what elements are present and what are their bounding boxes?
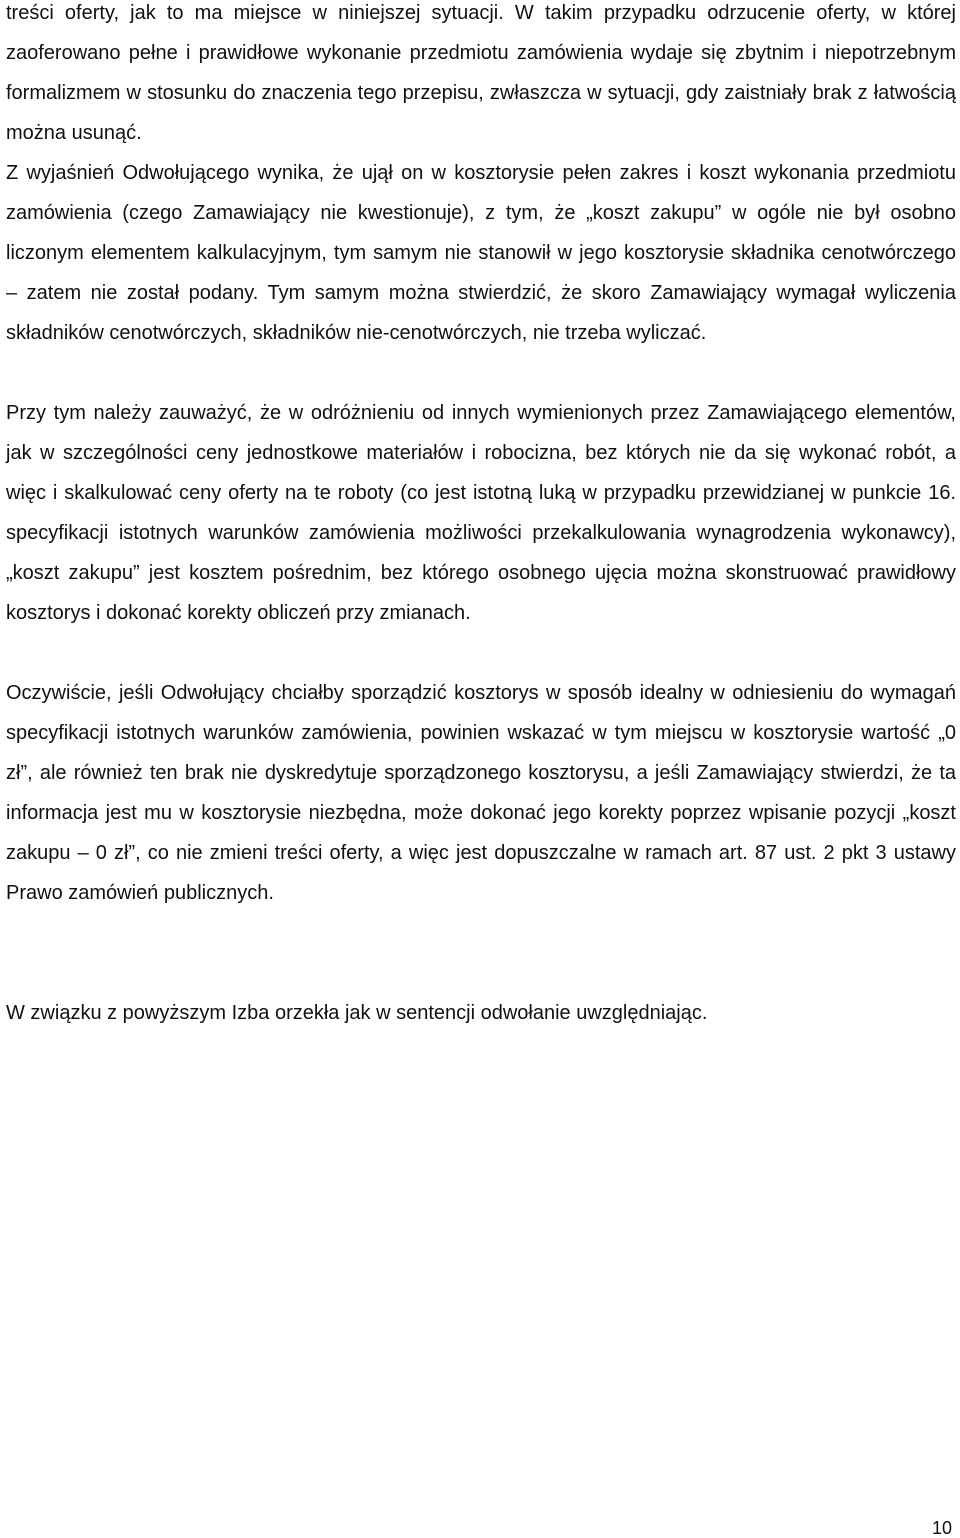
document-page [6,0,956,1537]
paragraph-cost-estimate-correction: Oczywiście, jeśli Odwołujący chciałby sporządzić kosztorys w sposób idealny w odniesieniu do wymagań specyfikacji istotnych warunków zamówienia, powinien wskazać w tym miejscu w kosztorysie wartość „0 zł”, ale również ten brak nie dyskredytuje sporządzonego kosztorysu, a jeśli Zamawiający stwierdzi, że ta informacja jest mu w kosztorysie niezbędna, może dokonać jego korekty poprzez wpisanie pozycji „koszt zakupu – 0 zł”, co nie zmieni treści oferty, a więc jest dopuszczalne w ramach art. 87 ust. 2 pkt 3 ustawy Prawo zamówień publicznych. [6,682,956,904]
paragraph-appellant-explanations: Z wyjaśnień Odwołującego wynika, że ujął on w kosztorysie pełen zakres i koszt wykonania przedmiotu zamówienia (czego Zamawiający nie kwestionuje), z tym, że „koszt zakupu” w ogóle nie był osobno liczonym elementem kalkulacyjnym, tym samym nie stanowił w jego kosztorysie składnika cenotwórczego – zatem nie został podany. Tym samym można stwierdzić, że skoro Zamawiający wymagał wyliczenia składników cenotwórczych, składników nie-cenotwórczych, nie trzeba wyliczać. [6,162,956,344]
paragraph-indirect-cost: Przy tym należy zauważyć, że w odróżnieniu od innych wymienionych przez Zamawiającego elementów, jak w szczególności ceny jednostkowe materiałów i robocizna, bez których nie da się wykonać robót, a więc i skalkulować ceny oferty na te roboty (co jest istotną luką w przypadku przewidzianej w punkcie 16. specyfikacji istotnych warunków zamówienia możliwości przekalkulowania wynagrodzenia wykonawcy), „koszt zakupu” jest kosztem pośrednim, bez którego osobnego ujęcia można skonstruować prawidłowy kosztorys i dokonać korekty obliczeń przy zmianach. [6,402,956,624]
paragraph-decision: W związku z powyższym Izba orzekła jak w sentencji odwołanie uwzględniając. [6,1002,708,1024]
page-number: 10 [931,1518,952,1538]
paragraph-offer-content: treści oferty, jak to ma miejsce w niniejszej sytuacji. W takim przypadku odrzucenie oferty, w której zaoferowano pełne i prawidłowe wykonanie przedmiotu zamówienia wydaje się zbytnim i niepotrzebnym formalizmem w stosunku do znaczenia tego przepisu, zwłaszcza w sytuacji, gdy zaistniały brak z łatwością można usunąć. [6,2,956,144]
